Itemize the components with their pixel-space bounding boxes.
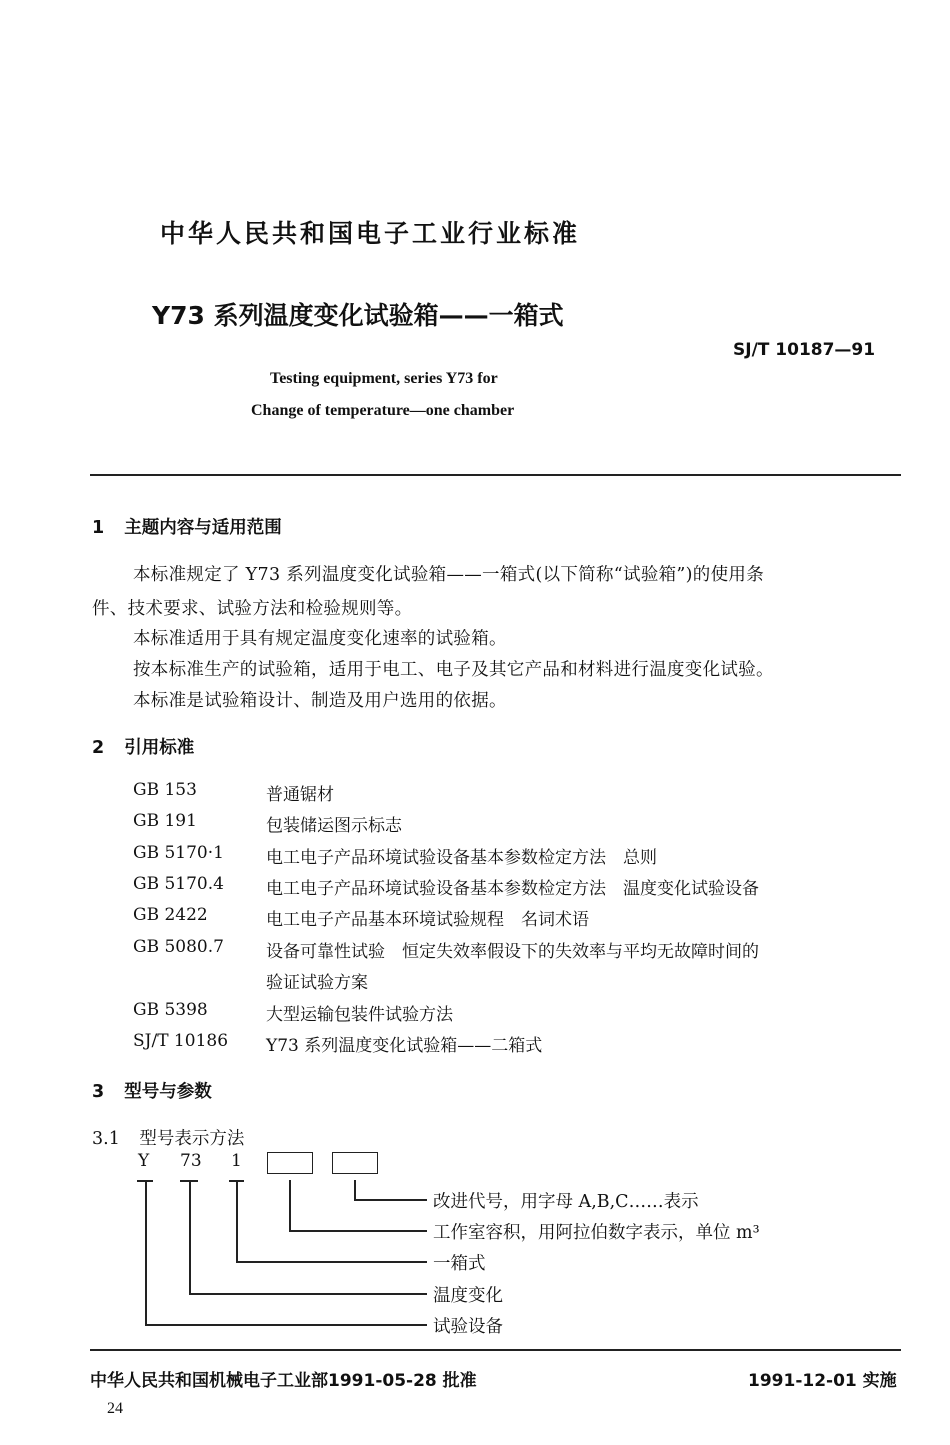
section3-1-number: 3.1 (92, 1129, 120, 1149)
leader-volume-vertical (289, 1180, 291, 1231)
standard-org-title: 中华人民共和国电子工业行业标准 (160, 219, 581, 248)
ref-code: SJ/T 10186 (133, 1031, 229, 1051)
ref-code: GB 5080.7 (133, 937, 224, 957)
ref-code: GB 5398 (133, 1000, 208, 1020)
document-title-cn: Y73 系列温度变化试验箱——一箱式 (152, 301, 564, 330)
document-title-en-line2: Change of temperature—one chamber (251, 402, 515, 419)
section3-1-heading (92, 1125, 244, 1150)
section3-title: 型号与参数 (124, 1082, 212, 1102)
section3-heading (92, 1078, 212, 1103)
leader-tempchange-horizontal (189, 1293, 427, 1295)
section3-number: 3 (92, 1082, 105, 1102)
leader-onechamber-horizontal (236, 1261, 427, 1263)
ref-title: 包装储运图示标志 (266, 816, 402, 836)
ref-code: GB 5170.4 (133, 874, 224, 894)
model-revision-box (332, 1152, 378, 1174)
model-part-73: 73 (180, 1151, 202, 1171)
ref-title: Y73 系列温度变化试验箱——二箱式 (266, 1036, 543, 1056)
leader-onechamber-tick (229, 1180, 244, 1182)
label-chamber-volume: 工作室容积，用阿拉伯数字表示，单位 m³ (433, 1223, 760, 1243)
ref-title: 大型运输包装件试验方法 (266, 1005, 453, 1025)
label-temperature-change: 温度变化 (433, 1286, 503, 1306)
ref-title: 普通锯材 (266, 785, 334, 805)
leader-onechamber-vertical (236, 1180, 238, 1262)
label-one-chamber: 一箱式 (433, 1254, 486, 1274)
approval-text: 中华人民共和国机械电子工业部1991-05-28 批准 (90, 1371, 477, 1391)
section1-title: 主题内容与适用范围 (124, 518, 282, 538)
section3-1-title: 型号表示方法 (139, 1129, 245, 1149)
leader-tempchange-vertical (189, 1180, 191, 1294)
model-part-1: 1 (231, 1151, 242, 1171)
leader-equipment-vertical (145, 1180, 147, 1325)
footer-divider (90, 1349, 901, 1351)
leader-equipment-tick (137, 1180, 153, 1182)
section2-title: 引用标准 (124, 738, 195, 758)
model-volume-box (267, 1152, 313, 1174)
section2-heading (92, 734, 194, 759)
ref-title: 电工电子产品基本环境试验规程 名词术语 (266, 910, 589, 930)
page-number: 24 (107, 1400, 123, 1417)
section1-heading (92, 514, 282, 539)
section1-p1-line1: 本标准规定了 Y73 系列温度变化试验箱——一箱式(以下简称“试验箱”)的使用条 (133, 565, 764, 585)
leader-revision-vertical (354, 1180, 356, 1200)
header-divider (90, 474, 901, 476)
effective-date: 1991-12-01 实施 (748, 1371, 897, 1391)
ref-code: GB 2422 (133, 905, 208, 925)
leader-tempchange-tick (180, 1180, 198, 1182)
document-title-en-line1: Testing equipment, series Y73 for (270, 370, 498, 387)
section1-number: 1 (92, 518, 105, 538)
standard-code: SJ/T 10187—91 (733, 340, 876, 360)
label-revision-code: 改进代号，用字母 A,B,C……表示 (433, 1192, 699, 1212)
section1-p1-line2: 件、技术要求、试验方法和检验规则等。 (92, 599, 413, 619)
ref-code: GB 5170·1 (133, 843, 224, 863)
section1-p2: 本标准适用于具有规定温度变化速率的试验箱。 (133, 629, 507, 649)
leader-equipment-horizontal (145, 1324, 427, 1326)
ref-title: 设备可靠性试验 恒定失效率假设下的失效率与平均无故障时间的 (266, 942, 759, 962)
ref-title: 验证试验方案 (266, 973, 368, 993)
model-part-y: Y (138, 1151, 150, 1171)
section1-p3: 按本标准生产的试验箱，适用于电工、电子及其它产品和材料进行温度变化试验。 (133, 660, 774, 680)
leader-volume-horizontal (289, 1230, 427, 1232)
ref-title: 电工电子产品环境试验设备基本参数检定方法 总则 (266, 848, 657, 868)
section2-number: 2 (92, 738, 105, 758)
section1-p4: 本标准是试验箱设计、制造及用户选用的依据。 (133, 691, 507, 711)
ref-title: 电工电子产品环境试验设备基本参数检定方法 温度变化试验设备 (266, 879, 759, 899)
ref-code: GB 153 (133, 780, 197, 800)
label-test-equipment: 试验设备 (433, 1317, 503, 1337)
ref-code: GB 191 (133, 811, 197, 831)
leader-revision-horizontal (354, 1199, 427, 1201)
